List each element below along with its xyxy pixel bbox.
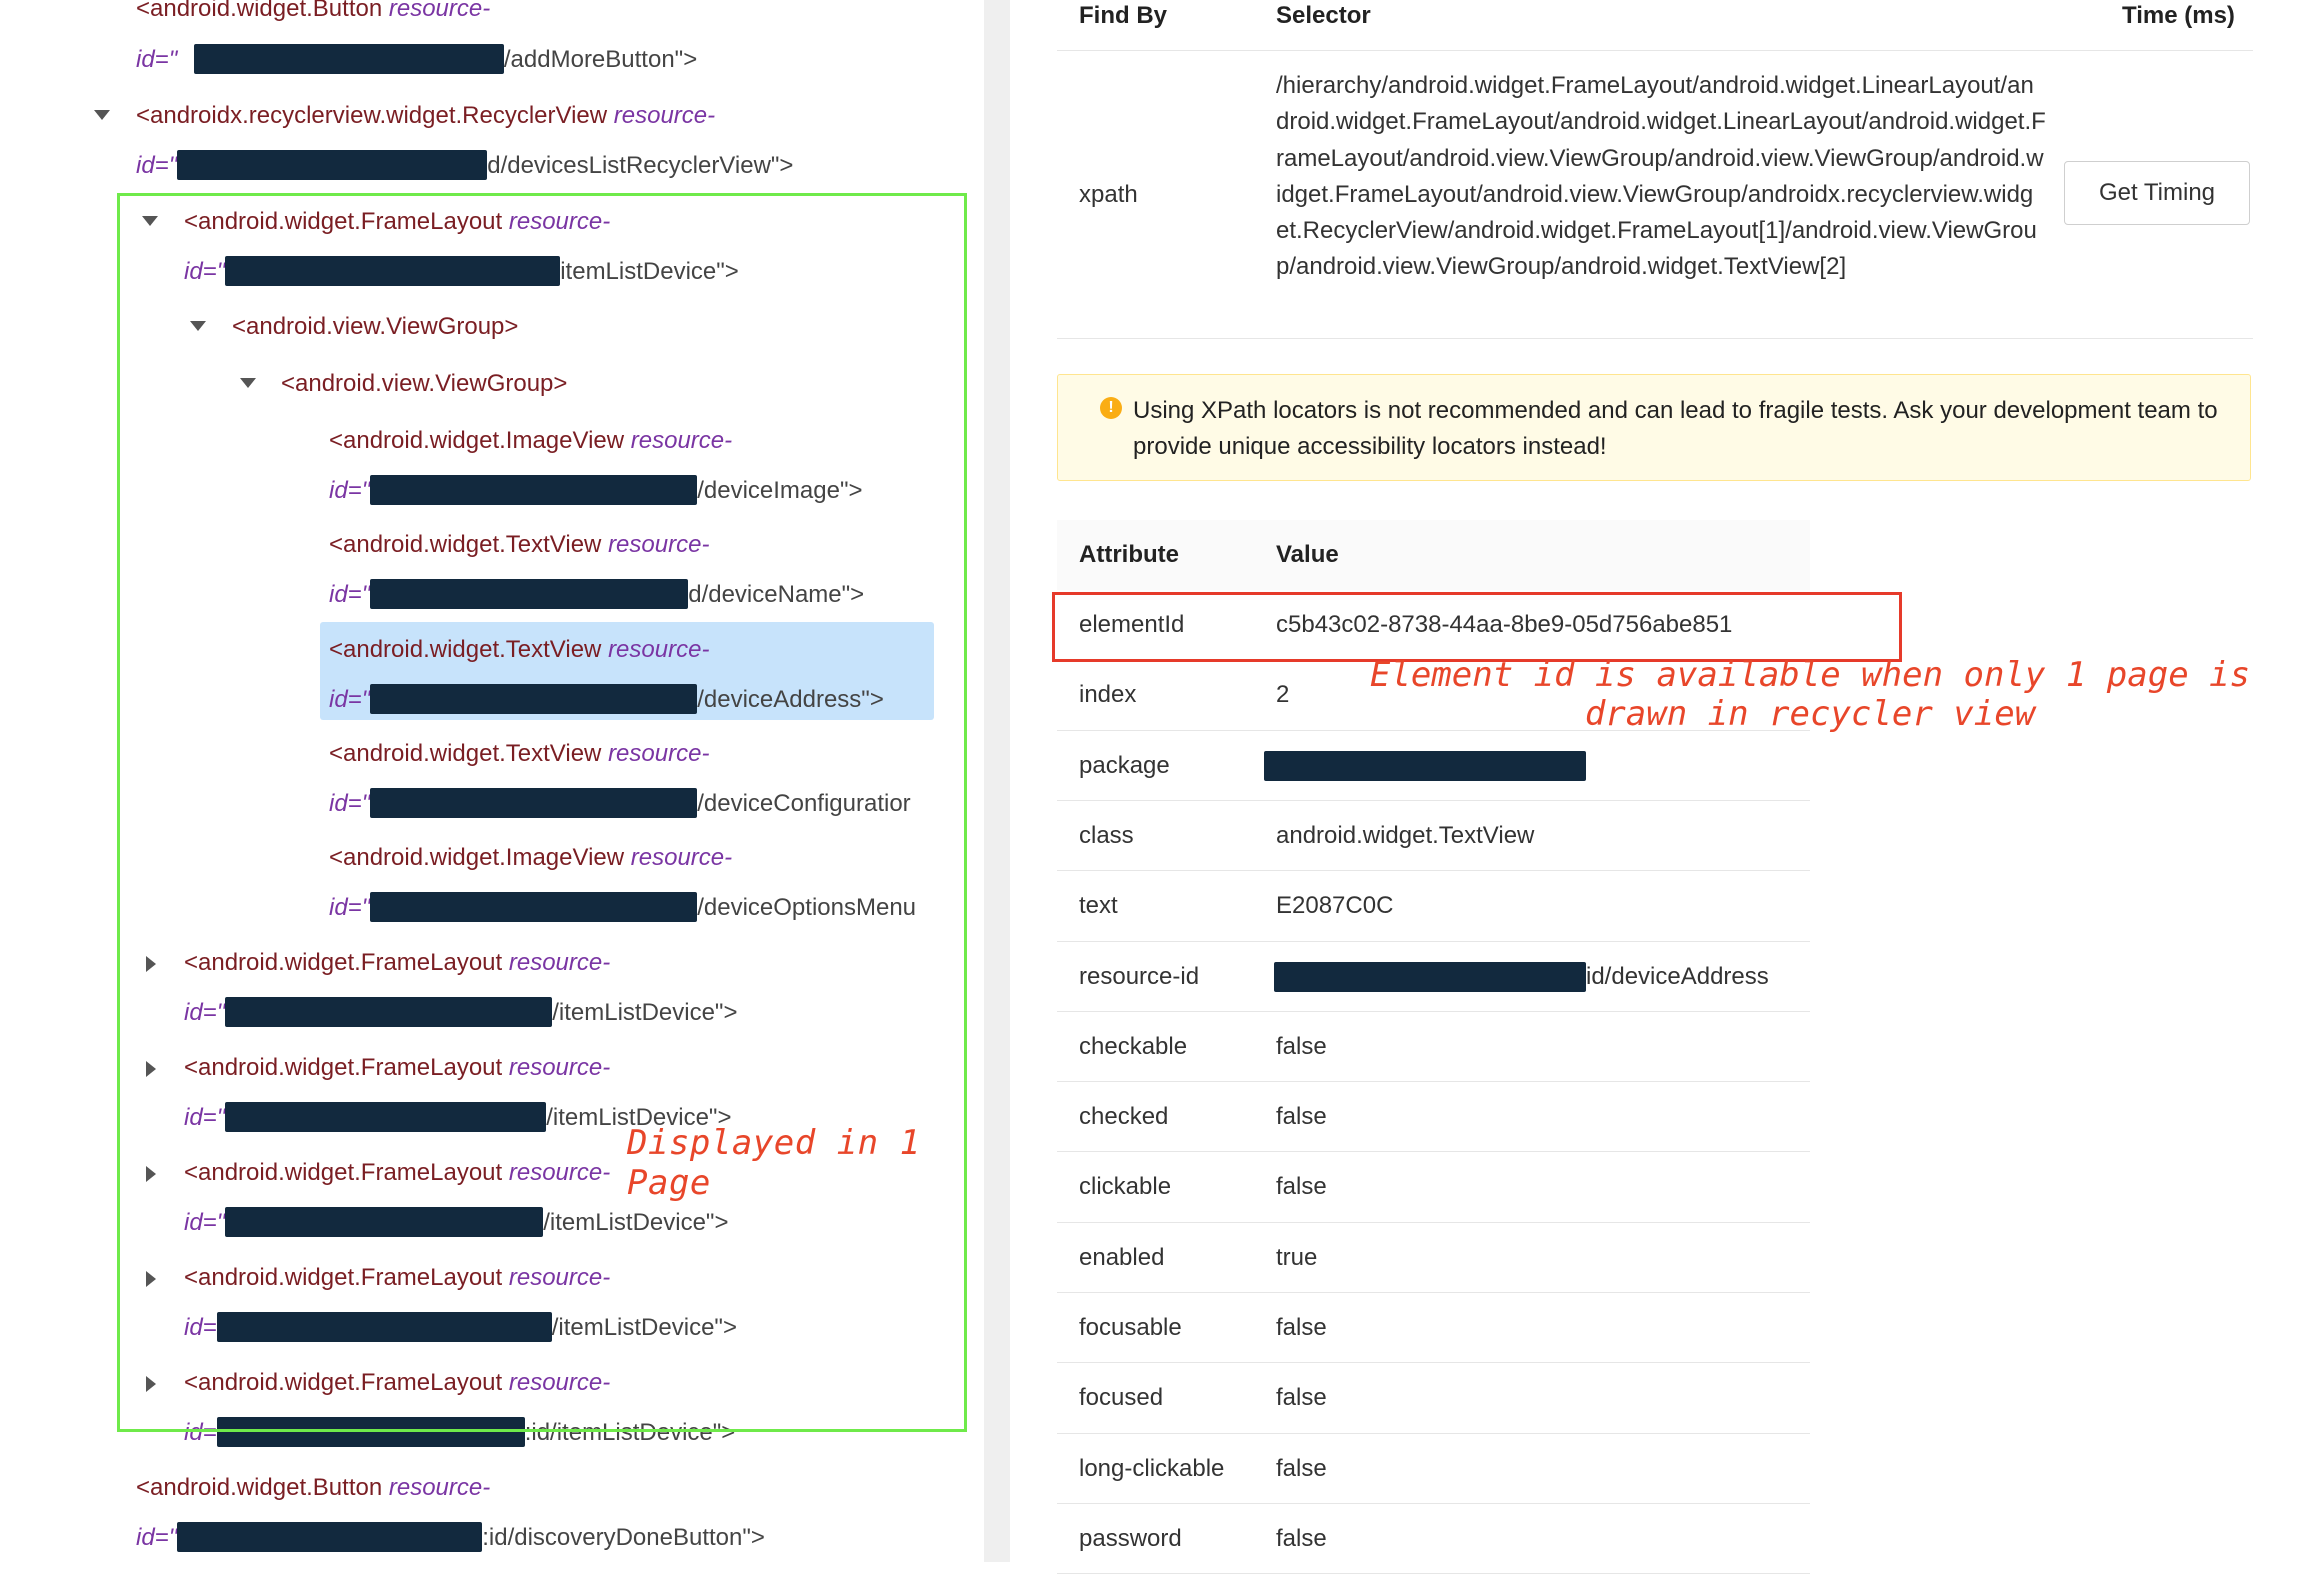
id-suffix: :id/itemListDevice"> bbox=[524, 1419, 736, 1446]
id-suffix: itemListDevice"> bbox=[560, 258, 739, 285]
attribute-name: checked bbox=[1079, 1103, 1169, 1131]
row-divider bbox=[1057, 1292, 1810, 1293]
attribute-value[interactable]: E2087C0C bbox=[1276, 892, 1394, 920]
id-suffix: /deviceConfiguratior bbox=[697, 790, 911, 817]
node-tag: <android.widget.FrameLayout bbox=[184, 208, 503, 235]
node-tag: <android.view.ViewGroup> bbox=[232, 313, 519, 340]
id-prefix: id=" bbox=[136, 152, 178, 179]
node-tag: <androidx.recyclerview.widget.RecyclerView bbox=[136, 102, 608, 129]
node-attr: resource- bbox=[508, 1369, 611, 1396]
node-tag: <android.widget.Button bbox=[136, 0, 383, 22]
id-suffix: /deviceOptionsMenu bbox=[697, 894, 917, 921]
id-suffix: /itemListDevice"> bbox=[552, 999, 738, 1026]
row-divider bbox=[1057, 1433, 1810, 1434]
node-attr: resource- bbox=[608, 531, 710, 558]
id-suffix: d/deviceName"> bbox=[688, 581, 865, 608]
source-tree-panel bbox=[0, 0, 984, 1562]
find-by-value: xpath bbox=[1079, 181, 1138, 208]
tree-node-id-line bbox=[136, 150, 793, 180]
attribute-value[interactable]: c5b43c02-8738-44aa-8be9-05d756abe851 bbox=[1276, 611, 1733, 638]
attribute-value[interactable]: false bbox=[1276, 1314, 1327, 1341]
tree-node-discovery-done-button[interactable] bbox=[136, 1474, 490, 1502]
row-divider bbox=[1057, 1011, 1810, 1012]
attribute-value[interactable]: id/deviceAddress bbox=[1586, 962, 1769, 990]
id-prefix: id=" bbox=[184, 1104, 226, 1131]
redacted-package bbox=[194, 44, 504, 74]
attribute-name: clickable bbox=[1079, 1173, 1172, 1201]
id-suffix: /itemListDevice"> bbox=[543, 1209, 729, 1236]
id-prefix: id=" bbox=[184, 258, 226, 285]
id-suffix: /addMoreButton"> bbox=[503, 46, 698, 73]
node-attr: resource- bbox=[508, 1054, 611, 1081]
id-prefix: id=" bbox=[329, 581, 371, 608]
id-prefix: id=" bbox=[184, 999, 226, 1026]
row-divider bbox=[1057, 1151, 1810, 1152]
redacted-package bbox=[1264, 751, 1586, 781]
node-attr: resource- bbox=[508, 949, 611, 976]
node-tag: <android.widget.TextView bbox=[329, 531, 602, 558]
attribute-name: elementId bbox=[1079, 611, 1185, 638]
attribute-value[interactable]: false bbox=[1276, 1173, 1327, 1201]
inspector-panel bbox=[1010, 0, 2306, 1562]
id-prefix: id= bbox=[184, 1419, 217, 1446]
attribute-name: enabled bbox=[1079, 1243, 1165, 1271]
redacted-package bbox=[1274, 962, 1586, 992]
node-attr: resource- bbox=[508, 1264, 611, 1291]
element-id-annotation: Element id is available when only 1 page is drawn in recycler view bbox=[1369, 655, 2251, 734]
id-prefix: id=" bbox=[136, 1524, 178, 1551]
warning-text: Using XPath locators is not recommended and can lead to fragile tests. Ask your development team to provide unique accessibility locators instead! bbox=[1133, 397, 2218, 460]
id-suffix: /deviceAddress"> bbox=[697, 686, 884, 713]
row-divider bbox=[1057, 800, 1810, 801]
node-tag: <android.widget.ImageView bbox=[329, 844, 625, 871]
attribute-name: focusable bbox=[1079, 1314, 1182, 1341]
attribute-value[interactable]: 2 bbox=[1276, 681, 1290, 709]
node-attr: resource- bbox=[608, 636, 710, 663]
attribute-name: long-clickable bbox=[1079, 1454, 1225, 1482]
id-suffix: /deviceImage"> bbox=[697, 477, 863, 504]
col-find-by: Find By bbox=[1079, 2, 1167, 29]
attribute-name: focused bbox=[1079, 1384, 1164, 1412]
redacted-package bbox=[177, 150, 487, 180]
node-attr: resource- bbox=[613, 102, 716, 129]
row-divider bbox=[1057, 870, 1810, 871]
attribute-name: password bbox=[1079, 1524, 1182, 1552]
redacted-package bbox=[177, 1522, 482, 1552]
attribute-value[interactable]: true bbox=[1276, 1243, 1318, 1271]
id-suffix: /itemListDevice"> bbox=[551, 1314, 737, 1341]
page-annotation: Displayed in 1 Page bbox=[627, 1123, 921, 1203]
node-attr: resource- bbox=[630, 844, 733, 871]
node-tag: <android.widget.ImageView bbox=[329, 427, 625, 454]
attribute-value[interactable]: false bbox=[1276, 1384, 1327, 1412]
node-attr: resource- bbox=[608, 740, 710, 767]
attribute-value[interactable]: false bbox=[1276, 1524, 1327, 1552]
row-divider bbox=[1057, 1503, 1810, 1504]
col-selector: Selector bbox=[1276, 2, 1371, 29]
tree-node-id-line bbox=[136, 44, 697, 74]
id-prefix: id=" bbox=[329, 894, 371, 921]
attribute-name: text bbox=[1079, 892, 1118, 920]
row-divider bbox=[1057, 1222, 1810, 1223]
node-attr: resource- bbox=[388, 1474, 491, 1501]
id-prefix: id=" bbox=[329, 686, 371, 713]
node-tag: <android.widget.Button bbox=[136, 1474, 383, 1501]
xpath-warning-alert bbox=[1057, 374, 2251, 481]
attribute-value[interactable]: false bbox=[1276, 1103, 1327, 1131]
id-prefix: id=" bbox=[184, 1209, 226, 1236]
attribute-value[interactable]: android.widget.TextView bbox=[1276, 821, 1535, 849]
node-tag: <android.widget.FrameLayout bbox=[184, 1054, 503, 1081]
element-id-highlight-box bbox=[1052, 592, 1902, 662]
node-tag: <android.widget.FrameLayout bbox=[184, 1264, 503, 1291]
tree-node-recycler-view[interactable] bbox=[136, 102, 715, 130]
caret-down-icon[interactable] bbox=[94, 110, 110, 120]
attribute-name: resource-id bbox=[1079, 962, 1200, 990]
id-suffix: :id/discoveryDoneButton"> bbox=[482, 1524, 765, 1551]
id-prefix: id=" bbox=[329, 477, 371, 504]
attribute-name: package bbox=[1079, 751, 1170, 779]
table-divider bbox=[1057, 338, 2253, 339]
row-divider bbox=[1057, 1081, 1810, 1082]
id-suffix: /itemListDevice"> bbox=[546, 1104, 732, 1131]
row-divider bbox=[1057, 1362, 1810, 1363]
attribute-name: class bbox=[1079, 821, 1134, 849]
id-suffix: d/devicesListRecyclerView"> bbox=[487, 152, 794, 179]
node-attr: resource- bbox=[630, 427, 733, 454]
xpath-selector[interactable]: /hierarchy/android.widget.FrameLayout/android.widget.LinearLayout/android.widget.FrameLayout/android.widget.LinearLayout/android.widget.FrameLayout/android.view.ViewGroup/android.view.ViewGroup/android.widget.FrameLayout/android.view.ViewGroup/androidx.recyclerview.widget.RecyclerView/android.widget.FrameLayout[1]/android.view.ViewGroup/android.view.ViewGroup/android.widget.TextView[2] bbox=[1276, 72, 2046, 281]
node-attr: resource- bbox=[508, 208, 611, 235]
row-divider bbox=[1057, 941, 1810, 942]
get-timing-button[interactable]: Get Timing bbox=[2064, 161, 2250, 225]
attribute-name: index bbox=[1079, 681, 1137, 709]
id-prefix: id= bbox=[184, 1314, 217, 1341]
attribute-name: checkable bbox=[1079, 1032, 1188, 1060]
node-tag: <android.widget.FrameLayout bbox=[184, 1369, 503, 1396]
panel-divider[interactable] bbox=[984, 0, 1010, 1562]
col-attribute: Attribute bbox=[1079, 541, 1179, 568]
recycler-page-highlight-box bbox=[117, 193, 967, 1432]
id-prefix: id=" bbox=[136, 46, 178, 73]
exclamation-icon: ! bbox=[1100, 397, 1122, 419]
id-prefix: id=" bbox=[329, 790, 371, 817]
tree-node-add-more-button[interactable] bbox=[136, 0, 490, 23]
attribute-value[interactable]: false bbox=[1276, 1454, 1327, 1482]
node-tag: <android.widget.TextView bbox=[329, 740, 602, 767]
table-divider bbox=[1057, 50, 2253, 51]
node-tag: <android.widget.FrameLayout bbox=[184, 1159, 503, 1186]
node-attr: resource- bbox=[388, 0, 491, 22]
node-tag: <android.widget.FrameLayout bbox=[184, 949, 503, 976]
col-time: Time (ms) bbox=[2122, 2, 2235, 29]
node-tag: <android.view.ViewGroup> bbox=[281, 370, 568, 397]
tree-node-id-line bbox=[136, 1522, 765, 1552]
node-attr: resource- bbox=[508, 1159, 611, 1186]
node-tag: <android.widget.TextView bbox=[329, 636, 602, 663]
col-value: Value bbox=[1276, 541, 1339, 568]
attribute-value[interactable]: false bbox=[1276, 1032, 1327, 1060]
